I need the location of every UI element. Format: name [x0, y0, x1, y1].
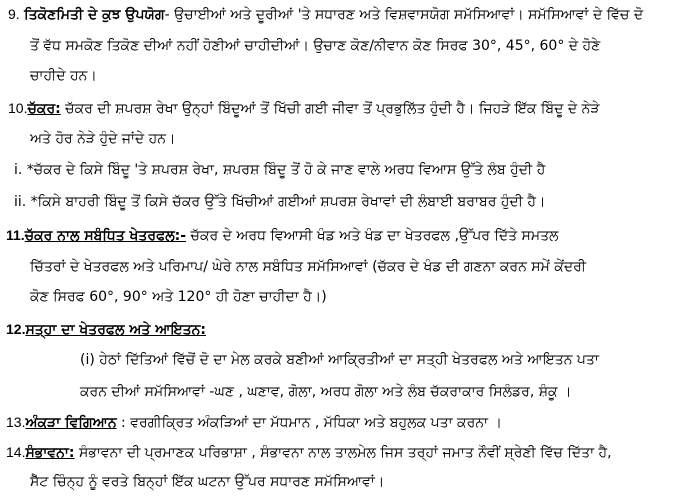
- item-text: ਚੱਕਰ ਦੇ ਅਰਧ ਵਿਆਸੀ ਖੰਡ ਅਤੇ ਖੰਡ ਦਾ ਖੇਤਰਫਲ ,ਉੱਪਰ ਦਿੱਤੇ ਸਮਤਲ: [186, 228, 559, 244]
- item-10-line-1: [8, 98, 600, 118]
- item-10-sub-i: i. *ਚੱਕਰ ਦੇ ਕਿਸੇ ਬਿੰਦੂ 'ਤੇ ਸ਼ਪਰਸ਼ ਰੇਖਾ, ਸ਼ਪਰਸ਼ ਬਿੰਦੂ ਤੋਂ ਹੋ ਕੇ ਜਾਣ ਵਾਲੇ ਅਰਧ ਵਿਆਸ ਉੱਤੇ ਲੰਬ ਹੁੰਦੀ ਹੈ: [14, 162, 546, 178]
- item-number: 10.: [8, 100, 28, 116]
- item-12-line-1: (i) ਹੇਠਾਂ ਦਿੱਤਿਆਂ ਵਿੱਚੋਂ ਦੋ ਦਾ ਮੇਲ ਕਰਕੇ ਬਣੀਆਂ ਆਕ੍ਰਿਤੀਆਂ ਦਾ ਸਤ੍ਹੀ ਖੇਤਰਫਲ ਅਤੇ ਆਇਤਨ ਪਤਾ: [80, 352, 599, 368]
- item-text: : ਵਰਗੀਕ੍ਰਿਤ ਅੰਕੜਿਆਂ ਦਾ ਮੱਧਮਾਨ , ਮੱਧਿਕਾ ਅਤੇ ਬਹੁਲਕ ਪਤਾ ਕਰਨਾ ।: [116, 415, 502, 431]
- item-11-line-2: ਚਿੱਤਰਾਂ ਦੇ ਖੇਤਰਫਲ ਅਤੇ ਪਰਿਮਾਪ/ ਘੇਰੇ ਨਾਲ ਸਬੰਧਿਤ ਸਮੱਸਿਆਵਾਂ (ਚੱਕਰ ਦੇ ਖੰਡ ਦੀ ਗਣਨਾ ਕਰਨ ਸਮੇਂ ਕੇਂਦਰੀ: [30, 259, 586, 275]
- item-title: ਅੰਕੜਾ ਵਿਗਿਆਨ: [25, 415, 117, 431]
- item-13-line-1: [6, 412, 502, 432]
- item-12-heading: [6, 319, 206, 339]
- item-number: 9.: [8, 6, 20, 22]
- item-number: 12.: [6, 321, 26, 337]
- item-title: ਚੱਕਰ ਨਾਲ ਸਬੰਧਿਤ ਖੇਤਰਫਲ:-: [24, 228, 187, 244]
- item-12-line-2: ਕਰਨ ਦੀਆਂ ਸਮੱਸਿਆਵਾਂ -ਘਣ , ਘਣਾਵ, ਗੋਲਾ, ਅਰਧ ਗੋਲਾ ਅਤੇ ਲੰਬ ਚੱਕਰਾਕਾਰ ਸਿਲੰਡਰ, ਸ਼ੰਕੂ ।: [80, 384, 572, 400]
- item-title: ਸਤ੍ਹਾ ਦਾ ਖੇਤਰਫਲ ਅਤੇ ਆਇਤਨ:: [25, 322, 206, 338]
- item-14-line-2: ਸੈੱਟ ਚਿੰਨ੍ਹ ਨੂੰ ਵਰਤੇ ਬਿਨ੍ਹਾਂ ਇੱਕ ਘਟਨਾ ਉੱਪਰ ਸਧਾਰਣ ਸਮੱਸਿਆਵਾਂ।: [30, 474, 385, 490]
- item-title: ਚੱਕਰ:: [27, 101, 61, 117]
- item-10-line-2: ਅਤੇ ਹੋਰ ਨੇੜੇ ਹੁੰਦੇ ਜਾਂਦੇ ਹਨ।: [30, 131, 176, 147]
- item-text: ਸੰਭਾਵਨਾ ਦੀ ਪ੍ਰਮਾਣਕ ਪਰਿਭਾਸ਼ਾ , ਸੰਭਾਵਨਾ ਨਾਲ ਤਾਲਮੇਲ ਜਿਸ ਤਰ੍ਹਾਂ ਜਮਾਤ ਨੌਵੀਂ ਸ਼੍ਰੇਣੀ ਵਿੱਚ ਦਿੱਤਾ ਹੈ,: [74, 445, 612, 461]
- item-11-line-1: [6, 225, 559, 245]
- item-9-line-1: [8, 4, 682, 24]
- item-text: ਚੱਕਰ ਦੀ ਸ਼ਪਰਸ਼ ਰੇਖਾ ਉਨ੍ਹਾਂ ਬਿੰਦੂਆਂ ਤੋਂ ਖਿੱਚੀ ਗਈ ਜੀਵਾ ਤੋਂ ਪ੍ਰਭੁਲਿੱਤ ਹੁੰਦੀ ਹੈ। ਜਿਹੜੇ ਇੱਕ ਬਿੰਦੂ ਦੇ ਨੇੜੇ: [60, 101, 600, 117]
- item-number: 13.: [6, 414, 26, 430]
- item-10-sub-ii: ii. *ਕਿਸੇ ਬਾਹਰੀ ਬਿੰਦੂ ਤੋਂ ਕਿਸੇ ਚੱਕਰ ਉੱਤੇ ਖਿੱਚੀਆਂ ਗਈਆਂ ਸ਼ਪਰਸ਼ ਰੇਖਾਵਾਂ ਦੀ ਲੰਬਾਈ ਬਰਾਬਰ ਹੁੰਦੀ ਹੈ।: [14, 194, 546, 210]
- item-number: 14.: [6, 444, 26, 460]
- item-title: ਸੰਭਾਵਨਾ:: [25, 445, 75, 461]
- item-number: 11.: [6, 227, 25, 243]
- item-14-line-1: [6, 442, 612, 462]
- item-9-line-2: ਤੋਂ ਵੱਧ ਸਮਕੋਣ ਤਿਕੋਣ ਦੀਆਂ ਨਹੀਂ ਹੋਣੀਆਂ ਚਾਹੀਦੀਆਂ। ਉਚਾਣ ਕੋਣ/ਨੀਵਾਨ ਕੋਣ ਸਿਰਫ 30°, 45°, 60° ਦੇ ਹੋਣੇ: [30, 38, 601, 54]
- item-11-line-3: ਕੋਣ ਸਿਰਫ 60°, 90° ਅਤੇ 120° ਹੀ ਹੋਣਾ ਚਾਹੀਦਾ ਹੈ।): [30, 289, 327, 305]
- item-9-line-3: ਚਾਹੀਦੇ ਹਨ।: [30, 68, 97, 84]
- item-title: ਤਿਕੋਣਮਿਤੀ ਦੇ ਕੁਝ ਉਪਯੋਗ: [24, 7, 165, 23]
- item-text: - ਉਚਾਈਆਂ ਅਤੇ ਦੂਰੀਆਂ 'ਤੇ ਸਧਾਰਣ ਅਤੇ ਵਿਸ਼ਵਾਸਯੋਗ ਸਮੱਸਿਆਵਾਂ। ਸਮੱਸਿਆਵਾਂ ਦੇ ਵਿੱਚ ਦੋ: [164, 7, 644, 23]
